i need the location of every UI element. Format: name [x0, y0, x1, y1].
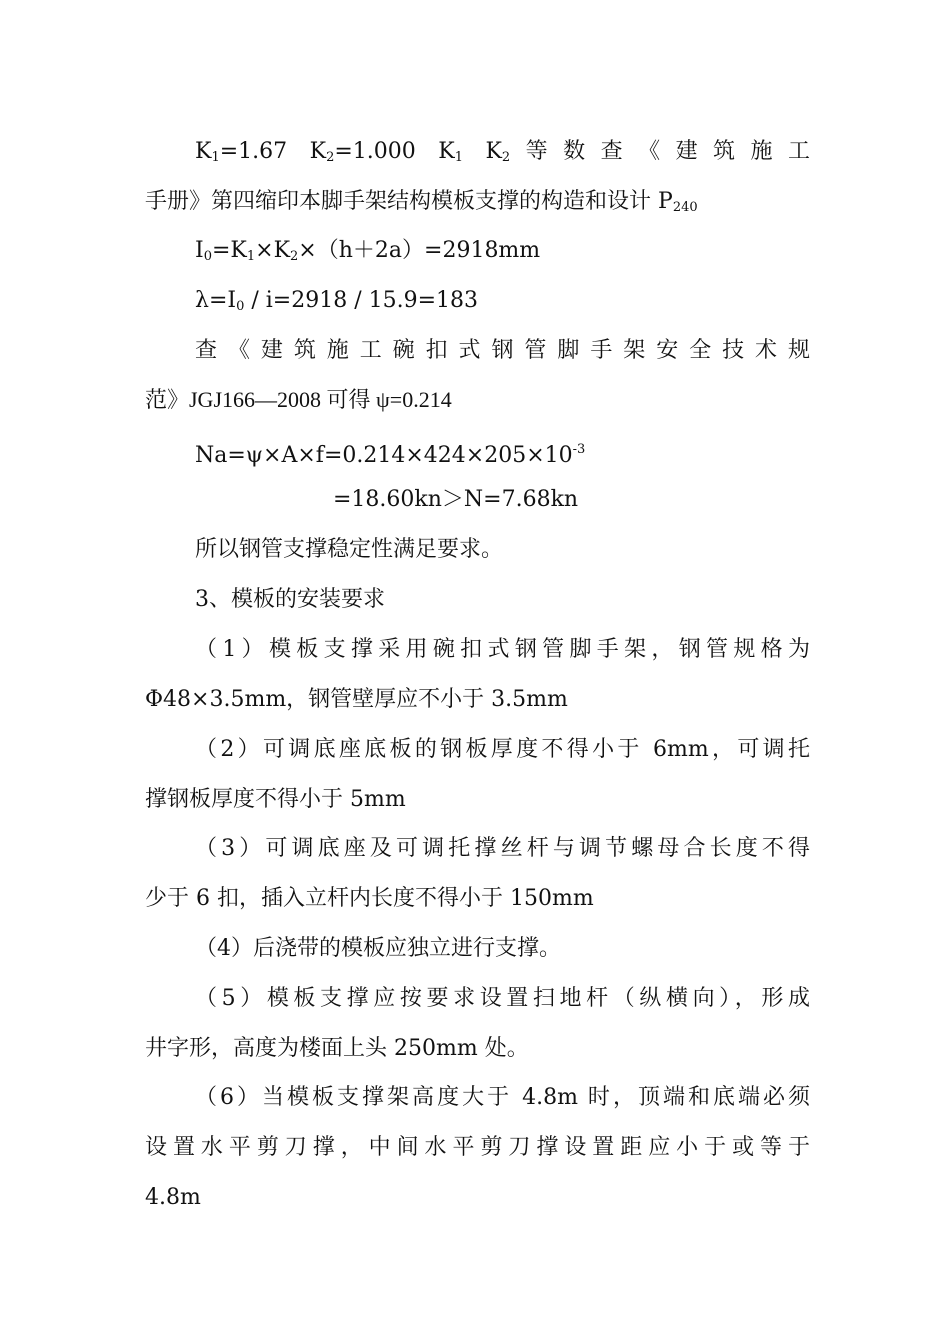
- item-5-line2: 井字形，高度为楼面上头 250mm 处。: [145, 1036, 529, 1061]
- item-2-line2: 撑钢板厚度不得小于 5mm: [145, 787, 406, 812]
- k-values-line: $K_1=1.67$ $K_2=1.000$ $K_1$ $K_2$等数查《建筑施工: [195, 139, 811, 165]
- item-6-line1: （6）当模板支撑架高度大于 4.8m 时，顶端和底端必须: [195, 1085, 810, 1110]
- item-3-line2: 少于 6 扣，插入立杆内长度不得小于 150mm: [145, 886, 594, 911]
- spec-line2: 范》JGJ166—2008 可得 ψ=0.214: [145, 387, 452, 412]
- k1-value: =1.67: [219, 139, 288, 164]
- item-1-line1: （1）模板支撑采用碗扣式钢管脚手架，钢管规格为: [195, 637, 810, 662]
- k-reference-line2: 手册》第四缩印本脚手架结构模板支撑的构造和设计 $P_{240}$: [145, 189, 698, 215]
- k2-value: =1.000: [334, 139, 416, 164]
- item-3-line1: （3）可调底座及可调托撑丝杆与调节螺母合长度不得: [195, 836, 810, 861]
- item-1-line2: Φ48×3.5mm，钢管壁厚应不小于 3.5mm: [145, 687, 568, 712]
- item-6-line3: 4.8m: [145, 1185, 201, 1210]
- section-heading: 3、模板的安装要求: [195, 587, 385, 612]
- k-reference: $K_1$ $K_2$等数查《建筑施工: [438, 139, 811, 165]
- na-formula: $Na=\psi\times A\times f=0.214\times 424\times 205\times 10^{-3}$: [195, 442, 586, 468]
- k1-label: K: [195, 139, 212, 164]
- item-5-line1: （5）模板支撑应按要求设置扫地杆（纵横向），形成: [195, 986, 810, 1011]
- item-6-line2: 设置水平剪刀撑，中间水平剪刀撑设置距应小于或等于: [145, 1135, 810, 1160]
- k2-label: K: [309, 139, 327, 164]
- lambda-formula: $\lambda=I_0 / i=2918 / 15.9=183$: [195, 288, 479, 314]
- l0-formula: $I_0=K_1\times K_2\times(h+2a)=2918mm$: [195, 238, 541, 264]
- item-4-line1: （4）后浇带的模板应独立进行支撑。: [195, 936, 561, 961]
- conclusion: 所以钢管支撑稳定性满足要求。: [195, 537, 504, 562]
- item-2-line1: （2）可调底座底板的钢板厚度不得小于 6mm，可调托: [195, 737, 810, 762]
- na-result: =18.60kn＞N=7.68kn: [333, 487, 579, 512]
- spec-line1: 查《建筑施工碗扣式钢管脚手架安全技术规: [195, 338, 810, 363]
